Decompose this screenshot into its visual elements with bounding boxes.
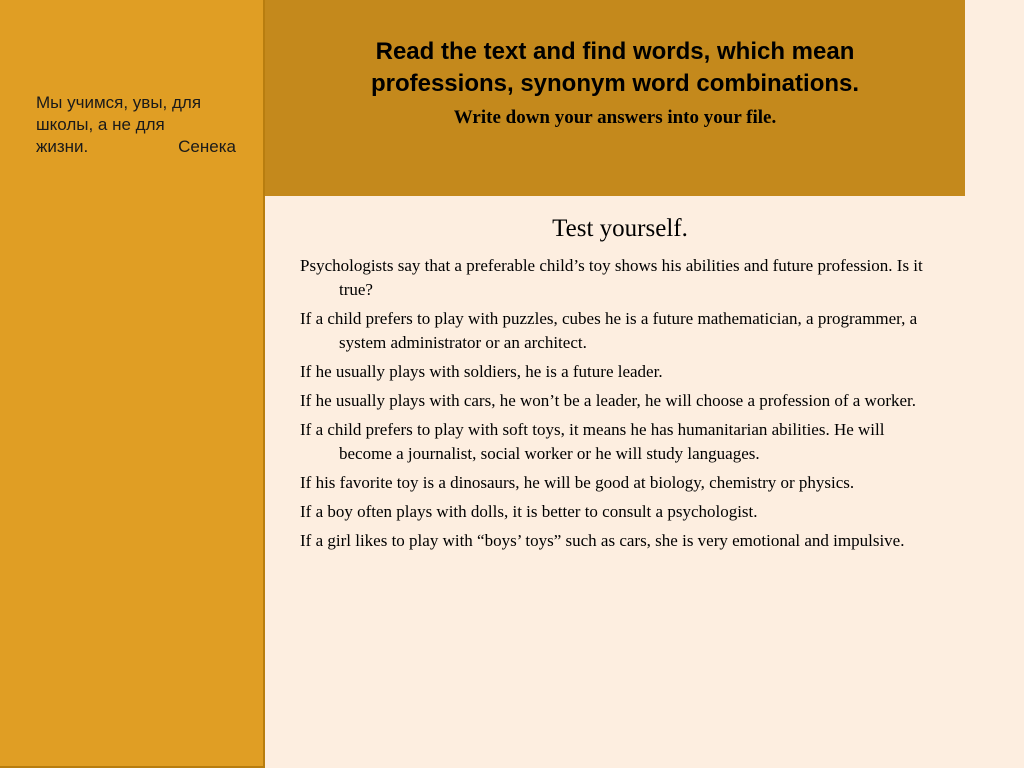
paragraph-8: If a girl likes to play with “boys’ toys” such as cars, she is very emotional and impulsive. bbox=[300, 531, 905, 550]
paragraph-6: If his favorite toy is a dinosaurs, he will be good at biology, chemistry or physics. bbox=[300, 473, 855, 492]
quote-line-3-text: жизни. bbox=[36, 137, 89, 156]
paragraph-5: If a child prefers to play with soft toys, it means he has humanitarian abilities. He will become a journalist, social worker or he will study languages. bbox=[300, 420, 885, 463]
epigraph-quote bbox=[36, 92, 236, 158]
paragraph-1: Psychologists say that a preferable child’s toy shows his abilities and future profession. Is it true? bbox=[300, 256, 923, 299]
quote-author: Сенека bbox=[178, 137, 236, 156]
sidebar-panel bbox=[0, 0, 265, 768]
quote-line-1: Мы учимся, увы, для bbox=[36, 93, 202, 112]
paragraph-3: If he usually plays with soldiers, he is a future leader. bbox=[300, 362, 663, 381]
slide-title-line-2: professions, synonym word combinations. bbox=[370, 70, 860, 97]
quote-line-2: школы, а не для bbox=[36, 115, 165, 134]
slide-subtitle: Write down your answers into your file. bbox=[453, 107, 777, 128]
paragraph-2: If a child prefers to play with puzzles, cubes he is a future mathematician, a programmer, a system administrator or an architect. bbox=[300, 309, 918, 352]
title-banner bbox=[265, 0, 965, 196]
slide-title-line-1: Read the text and find words, which mean bbox=[375, 38, 855, 65]
content-area bbox=[300, 212, 940, 558]
slide-title bbox=[265, 36, 965, 100]
paragraph-4: If he usually plays with cars, he won’t be a leader, he will choose a profession of a worker. bbox=[300, 391, 917, 410]
quote-line-3 bbox=[36, 136, 236, 158]
content-heading: Test yourself. bbox=[552, 215, 688, 242]
paragraph-7: If a boy often plays with dolls, it is better to consult a psychologist. bbox=[300, 502, 758, 521]
